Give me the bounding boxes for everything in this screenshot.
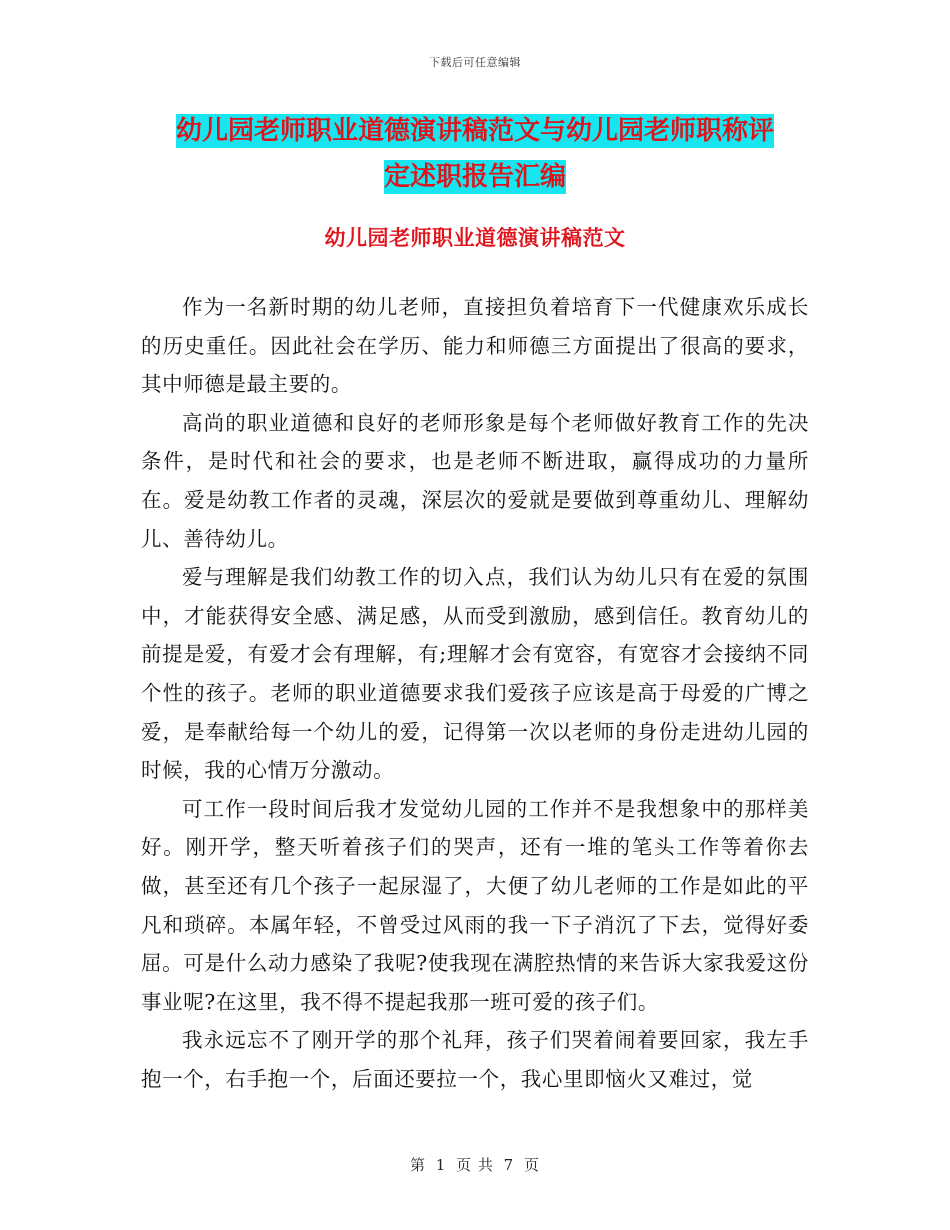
document-body — [141, 288, 809, 1098]
document-title — [140, 108, 810, 200]
total-pages-number: 7 — [503, 1156, 515, 1174]
page-header-note: 下载后可任意编辑 — [429, 56, 521, 69]
document-title-line-1: 幼儿园老师职业道德演讲稿范文与幼儿园老师职称评 — [175, 116, 774, 146]
body-paragraph: 可工作一段时间后我才发觉幼儿园的工作并不是我想象中的那样美好。刚开学，整天听着孩子们的哭声，还有一堆的笔头工作等着你去做，甚至还有几个孩子一起尿湿了，大便了幼儿老师的工作是如此的平凡和琐碎。本属年轻，不曾受过风雨的我一下子消沉了下去，觉得好委屈。可是什么动力感染了我呢?使我现在满腔热情的来告诉大家我爱这份事业呢?在这里，我不得不提起我那一班可爱的孩子们。 — [141, 796, 809, 1014]
body-paragraph: 高尚的职业道德和良好的老师形象是每个老师做好教育工作的先决条件，是时代和社会的要求，也是老师不断进取，赢得成功的力量所在。爱是幼教工作者的灵魂，深层次的爱就是要做到尊重幼儿、理解幼儿、善待幼儿。 — [141, 410, 809, 551]
section-title: 幼儿园老师职业道德演讲稿范文 — [324, 226, 626, 250]
body-paragraph: 爱与理解是我们幼教工作的切入点，我们认为幼儿只有在爱的氛围中，才能获得安全感、满足感，从而受到激励，感到信任。教育幼儿的前提是爱，有爱才会有理解，有;理解才会有宽容，有宽容才会接纳不同个性的孩子。老师的职业道德要求我们爱孩子应该是高于母爱的广博之爱，是奉献给每一个幼儿的爱，记得第一次以老师的身份走进幼儿园的时候，我的心情万分激动。 — [141, 565, 809, 783]
body-paragraph: 作为一名新时期的幼儿老师，直接担负着培育下一代健康欢乐成长的历史重任。因此社会在学历、能力和师德三方面提出了很高的要求，其中师德是最主要的。 — [141, 295, 809, 397]
current-page-number: 1 — [435, 1156, 447, 1174]
document-title-line-2: 定述职报告汇编 — [383, 162, 566, 192]
page-label-suffix: 页 — [524, 1156, 541, 1174]
page-label-prefix: 第 — [409, 1156, 426, 1174]
body-paragraph: 我永远忘不了刚开学的那个礼拜，孩子们哭着闹着要回家，我左手抱一个，右手抱一个，后面还要拉一个，我心里即恼火又难过，觉 — [141, 1028, 809, 1091]
page-label-mid: 页 共 — [456, 1156, 494, 1174]
page-footer — [0, 1154, 950, 1175]
